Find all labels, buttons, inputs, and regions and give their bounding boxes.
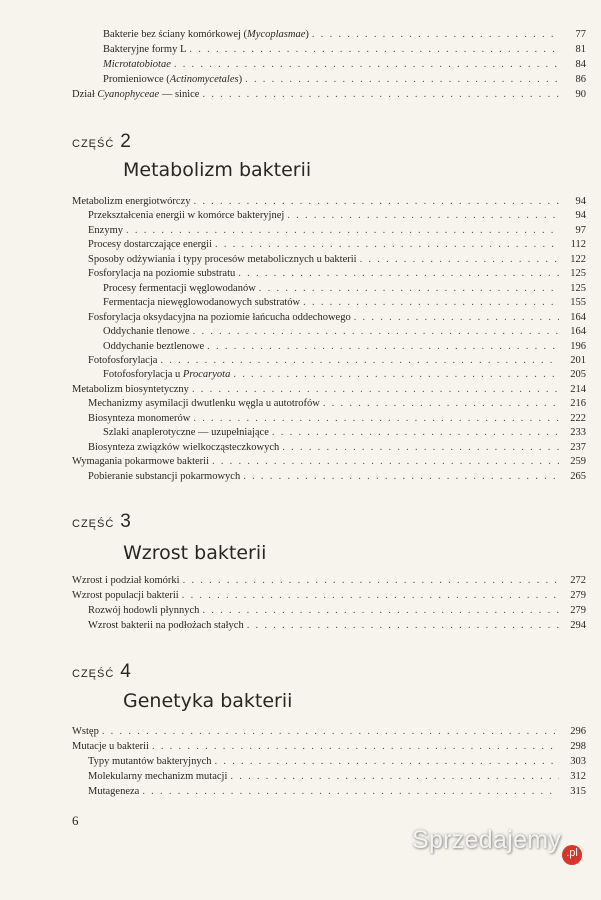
part-heading: CZĘŚĆ 3 — [72, 511, 131, 532]
dot-leader — [312, 28, 559, 42]
toc-entry: Wzrost bakterii na podłożach stałych . . . 294 — [88, 619, 586, 633]
toc-entry: Przekształcenia energii w komórce bakteryjnej . . . 94 — [88, 209, 586, 223]
toc-entry: Fotofosforylacja u Procaryota . . . 205 — [103, 368, 586, 382]
dot-leader — [202, 88, 559, 102]
entry-page: 86 — [575, 74, 586, 85]
toc-entry — [103, 28, 586, 42]
page-number: 6 — [72, 813, 79, 828]
toc-entry — [72, 88, 586, 102]
toc-entry: Fotofosforylacja . . . 201 — [88, 354, 586, 368]
entry-title: Dział Cyanophyceae — sinice — [72, 89, 200, 100]
watermark-text: Sprzedajemy — [412, 826, 562, 854]
toc-entry: Wstęp . . . 296 — [72, 725, 586, 739]
toc-entry: Procesy dostarczające energii . . . 112 — [88, 238, 586, 252]
toc-entry: Wzrost populacji bakterii . . . 279 — [72, 589, 586, 603]
toc-entry — [103, 58, 586, 72]
entry-title: Promieniowce (Actinomycetales) — [103, 74, 243, 85]
toc-entry: Fosforylacja na poziomie substratu . . . 125 — [88, 267, 586, 281]
toc-entry: Metabolizm energiotwórczy . . . 94 — [72, 195, 586, 209]
entry-page: 81 — [575, 44, 586, 55]
entry-title: Microtatobiotae — [103, 59, 171, 70]
toc-entry: Procesy fermentacji węglowodanów . . . 125 — [103, 282, 586, 296]
toc-entry: Biosynteza monomerów . . . 222 — [88, 412, 586, 426]
toc-entry — [103, 43, 586, 57]
entry-title: Bakterie bez ściany komórkowej (Mycoplasmae) — [103, 29, 309, 40]
entry-page: 90 — [575, 89, 586, 100]
watermark-badge: .pl — [562, 845, 582, 865]
toc-entry: Fosforylacja oksydacyjna na poziomie łańcucha oddechowego . . . 164 — [88, 311, 586, 325]
part-heading: CZĘŚĆ 2 — [72, 131, 131, 152]
toc-entry: Mechanizmy asymilacji dwutlenku węgla u autotrofów . . . 216 — [88, 397, 586, 411]
toc-entry — [103, 73, 586, 87]
toc-entry: Fermentacja niewęglowodanowych substratów . . . 155 — [103, 296, 586, 310]
dot-leader — [189, 43, 559, 57]
toc-entry: Szlaki anaplerotyczne — uzupełniające . . . 233 — [103, 426, 586, 440]
toc-entry: Mutacje u bakterii . . . 298 — [72, 740, 586, 754]
dot-leader — [245, 73, 559, 87]
entry-page: 77 — [575, 29, 586, 40]
toc-entry: Rozwój hodowli płynnych . . . 279 — [88, 604, 586, 618]
part-heading: CZĘŚĆ 4 — [72, 661, 131, 682]
toc-entry: Wzrost i podział komórki . . . 272 — [72, 574, 586, 588]
toc-entry: Molekularny mechanizm mutacji . . . 312 — [88, 770, 586, 784]
toc-entry: Metabolizm biosyntetyczny . . . 214 — [72, 383, 586, 397]
toc-entry: Sposoby odżywiania i typy procesów metabolicznych u bakterii . . . 122 — [88, 253, 586, 267]
part-title: Wzrost bakterii — [123, 542, 267, 564]
toc-entry: Pobieranie substancji pokarmowych . . . 265 — [88, 470, 586, 484]
toc-entry: Oddychanie beztlenowe . . . 196 — [103, 340, 586, 354]
toc-entry: Biosynteza związków wielkocząsteczkowych . . . 237 — [88, 441, 586, 455]
toc-entry: Enzymy . . . 97 — [88, 224, 586, 238]
part-title: Metabolizm bakterii — [123, 159, 312, 181]
toc-entry: Oddychanie tlenowe . . . 164 — [103, 325, 586, 339]
toc-entry: Wymagania pokarmowe bakterii . . . 259 — [72, 455, 586, 469]
dot-leader — [174, 58, 559, 72]
part-title: Genetyka bakterii — [123, 690, 293, 712]
toc-entry: Typy mutantów bakteryjnych . . . 303 — [88, 755, 586, 769]
toc-entry: Mutageneza . . . 315 — [88, 785, 586, 799]
entry-page: 84 — [575, 59, 586, 70]
entry-title: Bakteryjne formy L — [103, 44, 187, 55]
